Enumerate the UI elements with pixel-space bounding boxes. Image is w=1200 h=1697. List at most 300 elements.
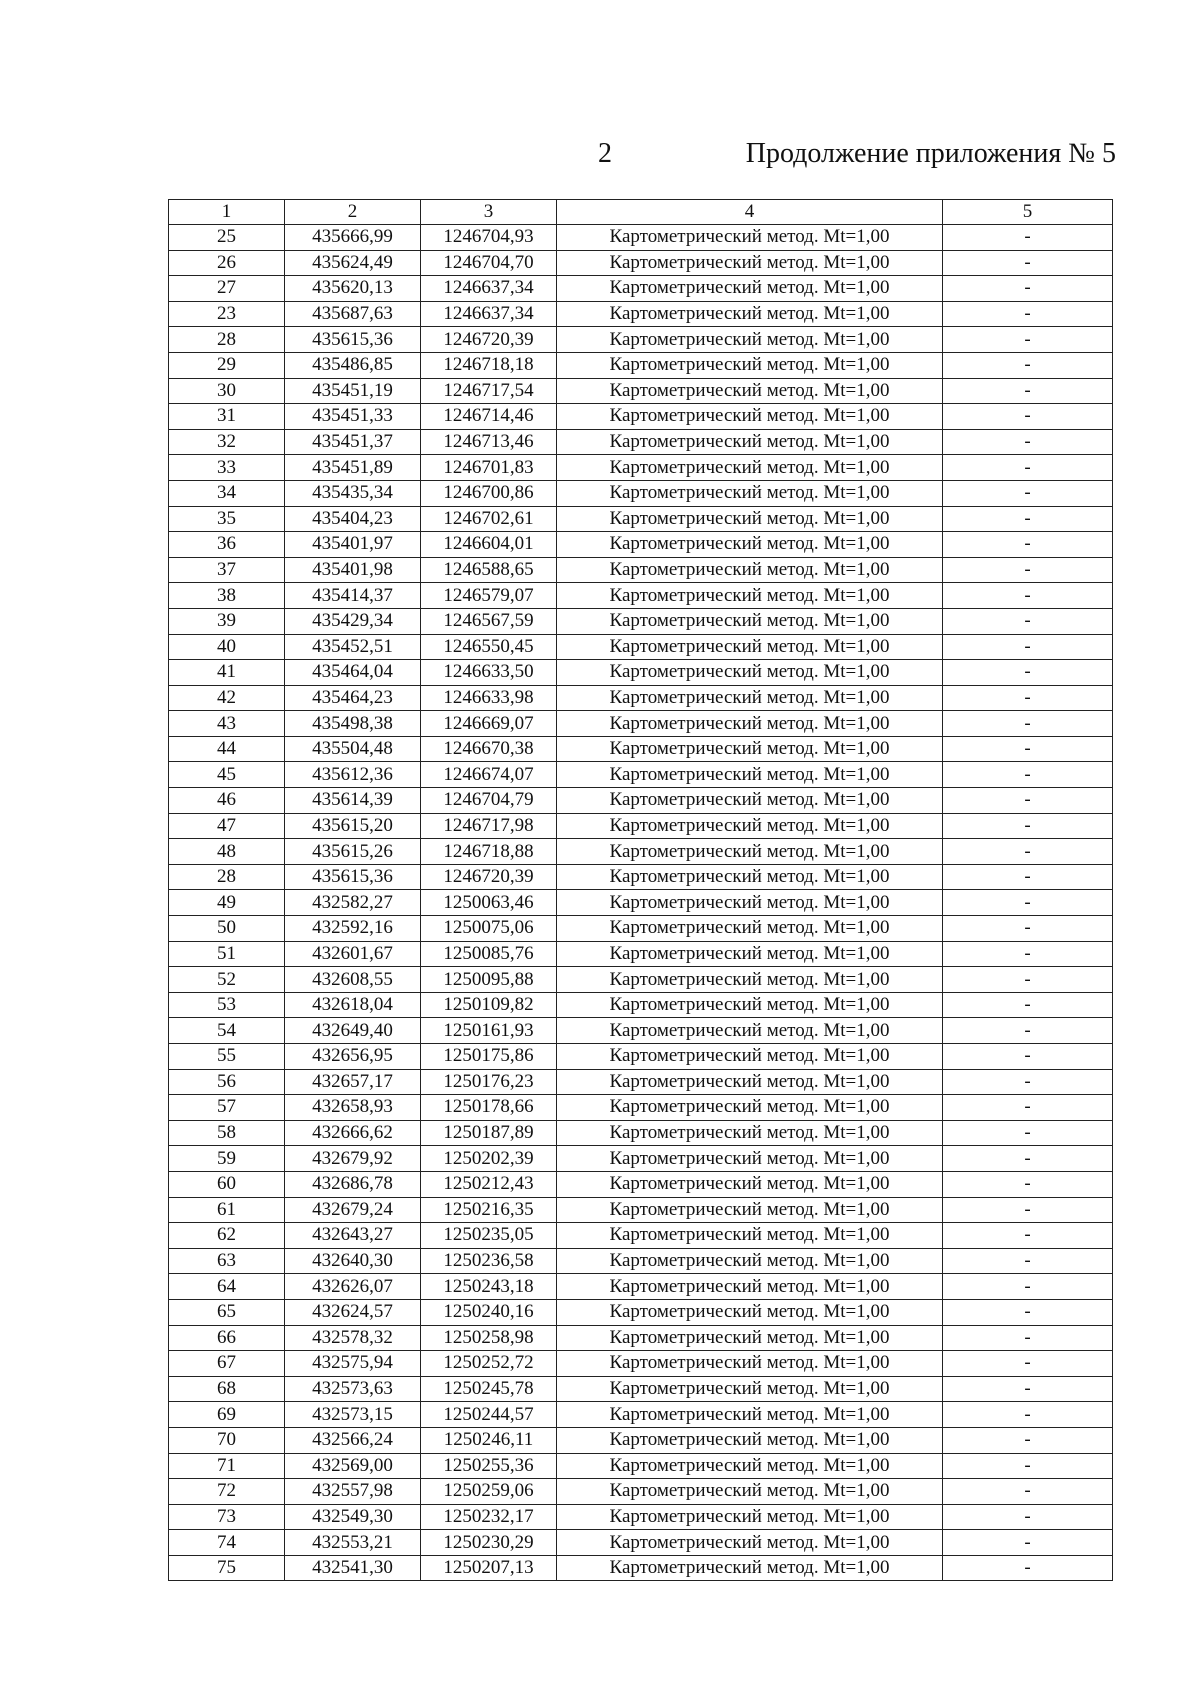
point-number-cell: 68 — [169, 1376, 285, 1402]
y-coordinate-cell: 1250161,93 — [421, 1018, 557, 1044]
y-coordinate-cell: 1246717,54 — [421, 378, 557, 404]
x-coordinate-cell: 432553,21 — [285, 1530, 421, 1556]
table-row — [169, 1018, 1113, 1044]
table-row — [169, 1504, 1113, 1530]
y-coordinate-cell: 1250212,43 — [421, 1171, 557, 1197]
table-row — [169, 992, 1113, 1018]
note-cell: - — [943, 301, 1113, 327]
x-coordinate-cell: 435615,36 — [285, 864, 421, 890]
y-coordinate-cell: 1250085,76 — [421, 941, 557, 967]
point-number-cell: 35 — [169, 506, 285, 532]
note-cell: - — [943, 1453, 1113, 1479]
x-coordinate-cell: 432592,16 — [285, 916, 421, 942]
table-row — [169, 480, 1113, 506]
x-coordinate-cell: 435498,38 — [285, 711, 421, 737]
method-cell: Картометрический метод. Mt=1,00 — [557, 1248, 943, 1274]
y-coordinate-cell: 1250207,13 — [421, 1555, 557, 1581]
point-number-cell: 67 — [169, 1351, 285, 1377]
y-coordinate-cell: 1250063,46 — [421, 890, 557, 916]
continuation-title: Продолжение приложения № 5 — [745, 138, 1116, 169]
point-number-cell: 47 — [169, 813, 285, 839]
method-cell: Картометрический метод. Mt=1,00 — [557, 1299, 943, 1325]
point-number-cell: 43 — [169, 711, 285, 737]
x-coordinate-cell: 432569,00 — [285, 1453, 421, 1479]
method-cell: Картометрический метод. Mt=1,00 — [557, 506, 943, 532]
table-row — [169, 967, 1113, 993]
method-cell: Картометрический метод. Mt=1,00 — [557, 1427, 943, 1453]
table-row — [169, 711, 1113, 737]
point-number-cell: 54 — [169, 1018, 285, 1044]
table-row — [169, 1095, 1113, 1121]
x-coordinate-cell: 435615,20 — [285, 813, 421, 839]
method-cell: Картометрический метод. Mt=1,00 — [557, 660, 943, 686]
y-coordinate-cell: 1246717,98 — [421, 813, 557, 839]
note-cell: - — [943, 1197, 1113, 1223]
x-coordinate-cell: 432649,40 — [285, 1018, 421, 1044]
note-cell: - — [943, 1223, 1113, 1249]
note-cell: - — [943, 1325, 1113, 1351]
table-row — [169, 557, 1113, 583]
method-cell: Картометрический метод. Mt=1,00 — [557, 916, 943, 942]
table-row — [169, 762, 1113, 788]
x-coordinate-cell: 435620,13 — [285, 276, 421, 302]
method-cell: Картометрический метод. Mt=1,00 — [557, 711, 943, 737]
y-coordinate-cell: 1250245,78 — [421, 1376, 557, 1402]
table-row — [169, 864, 1113, 890]
method-cell: Картометрический метод. Mt=1,00 — [557, 1095, 943, 1121]
table-body — [169, 225, 1113, 1581]
y-coordinate-cell: 1250178,66 — [421, 1095, 557, 1121]
table-row — [169, 250, 1113, 276]
point-number-cell: 39 — [169, 608, 285, 634]
y-coordinate-cell: 1246720,39 — [421, 864, 557, 890]
y-coordinate-cell: 1250187,89 — [421, 1120, 557, 1146]
x-coordinate-cell: 435414,37 — [285, 583, 421, 609]
y-coordinate-cell: 1250095,88 — [421, 967, 557, 993]
point-number-cell: 38 — [169, 583, 285, 609]
point-number-cell: 73 — [169, 1504, 285, 1530]
note-cell: - — [943, 1095, 1113, 1121]
x-coordinate-cell: 435615,26 — [285, 839, 421, 865]
method-cell: Картометрический метод. Mt=1,00 — [557, 608, 943, 634]
y-coordinate-cell: 1250176,23 — [421, 1069, 557, 1095]
x-coordinate-cell: 435429,34 — [285, 608, 421, 634]
table-row — [169, 608, 1113, 634]
table-row — [169, 532, 1113, 558]
x-coordinate-cell: 435612,36 — [285, 762, 421, 788]
y-coordinate-cell: 1250240,16 — [421, 1299, 557, 1325]
note-cell: - — [943, 1504, 1113, 1530]
x-coordinate-cell: 432656,95 — [285, 1044, 421, 1070]
table-row — [169, 1325, 1113, 1351]
point-number-cell: 48 — [169, 839, 285, 865]
note-cell: - — [943, 1555, 1113, 1581]
y-coordinate-cell: 1246604,01 — [421, 532, 557, 558]
table-row — [169, 225, 1113, 251]
note-cell: - — [943, 864, 1113, 890]
table-row — [169, 685, 1113, 711]
table-row — [169, 1069, 1113, 1095]
note-cell: - — [943, 455, 1113, 481]
point-number-cell: 32 — [169, 429, 285, 455]
point-number-cell: 34 — [169, 480, 285, 506]
y-coordinate-cell: 1246633,50 — [421, 660, 557, 686]
point-number-cell: 53 — [169, 992, 285, 1018]
method-cell: Картометрический метод. Mt=1,00 — [557, 378, 943, 404]
table-row — [169, 1044, 1113, 1070]
note-cell: - — [943, 685, 1113, 711]
note-cell: - — [943, 916, 1113, 942]
y-coordinate-cell: 1246704,93 — [421, 225, 557, 251]
table-row — [169, 327, 1113, 353]
method-cell: Картометрический метод. Mt=1,00 — [557, 1402, 943, 1428]
x-coordinate-cell: 432626,07 — [285, 1274, 421, 1300]
y-coordinate-cell: 1246669,07 — [421, 711, 557, 737]
table-row — [169, 1248, 1113, 1274]
note-cell: - — [943, 1146, 1113, 1172]
note-cell: - — [943, 352, 1113, 378]
x-coordinate-cell: 435615,36 — [285, 327, 421, 353]
column-header-4: 4 — [557, 200, 943, 225]
x-coordinate-cell: 432575,94 — [285, 1351, 421, 1377]
point-number-cell: 64 — [169, 1274, 285, 1300]
x-coordinate-cell: 435404,23 — [285, 506, 421, 532]
note-cell: - — [943, 941, 1113, 967]
table-row — [169, 736, 1113, 762]
note-cell: - — [943, 1427, 1113, 1453]
y-coordinate-cell: 1246637,34 — [421, 276, 557, 302]
method-cell: Картометрический метод. Mt=1,00 — [557, 327, 943, 353]
method-cell: Картометрический метод. Mt=1,00 — [557, 1223, 943, 1249]
method-cell: Картометрический метод. Mt=1,00 — [557, 1376, 943, 1402]
point-number-cell: 71 — [169, 1453, 285, 1479]
point-number-cell: 61 — [169, 1197, 285, 1223]
note-cell: - — [943, 506, 1113, 532]
method-cell: Картометрический метод. Mt=1,00 — [557, 1325, 943, 1351]
method-cell: Картометрический метод. Mt=1,00 — [557, 480, 943, 506]
note-cell: - — [943, 532, 1113, 558]
method-cell: Картометрический метод. Mt=1,00 — [557, 1530, 943, 1556]
point-number-cell: 50 — [169, 916, 285, 942]
point-number-cell: 25 — [169, 225, 285, 251]
y-coordinate-cell: 1246704,70 — [421, 250, 557, 276]
y-coordinate-cell: 1250235,05 — [421, 1223, 557, 1249]
y-coordinate-cell: 1246700,86 — [421, 480, 557, 506]
method-cell: Картометрический метод. Mt=1,00 — [557, 455, 943, 481]
method-cell: Картометрический метод. Mt=1,00 — [557, 1044, 943, 1070]
y-coordinate-cell: 1250232,17 — [421, 1504, 557, 1530]
table-row — [169, 378, 1113, 404]
y-coordinate-cell: 1246567,59 — [421, 608, 557, 634]
point-number-cell: 36 — [169, 532, 285, 558]
table-row — [169, 1427, 1113, 1453]
point-number-cell: 29 — [169, 352, 285, 378]
note-cell: - — [943, 890, 1113, 916]
column-header-5: 5 — [943, 200, 1113, 225]
point-number-cell: 69 — [169, 1402, 285, 1428]
x-coordinate-cell: 432573,63 — [285, 1376, 421, 1402]
note-cell: - — [943, 660, 1113, 686]
x-coordinate-cell: 432657,17 — [285, 1069, 421, 1095]
point-number-cell: 27 — [169, 276, 285, 302]
point-number-cell: 37 — [169, 557, 285, 583]
point-number-cell: 57 — [169, 1095, 285, 1121]
method-cell: Картометрический метод. Mt=1,00 — [557, 736, 943, 762]
y-coordinate-cell: 1250236,58 — [421, 1248, 557, 1274]
note-cell: - — [943, 967, 1113, 993]
note-cell: - — [943, 250, 1113, 276]
table-row — [169, 429, 1113, 455]
point-number-cell: 52 — [169, 967, 285, 993]
table-row — [169, 1453, 1113, 1479]
note-cell: - — [943, 762, 1113, 788]
method-cell: Картометрический метод. Mt=1,00 — [557, 1274, 943, 1300]
x-coordinate-cell: 432573,15 — [285, 1402, 421, 1428]
y-coordinate-cell: 1246670,38 — [421, 736, 557, 762]
table-row — [169, 1171, 1113, 1197]
point-number-cell: 63 — [169, 1248, 285, 1274]
point-number-cell: 65 — [169, 1299, 285, 1325]
y-coordinate-cell: 1246701,83 — [421, 455, 557, 481]
point-number-cell: 59 — [169, 1146, 285, 1172]
point-number-cell: 33 — [169, 455, 285, 481]
note-cell: - — [943, 1479, 1113, 1505]
y-coordinate-cell: 1250243,18 — [421, 1274, 557, 1300]
note-cell: - — [943, 839, 1113, 865]
table-row — [169, 1351, 1113, 1377]
column-header-1: 1 — [169, 200, 285, 225]
table-row — [169, 455, 1113, 481]
method-cell: Картометрический метод. Mt=1,00 — [557, 992, 943, 1018]
note-cell: - — [943, 1248, 1113, 1274]
method-cell: Картометрический метод. Mt=1,00 — [557, 1555, 943, 1581]
point-number-cell: 28 — [169, 864, 285, 890]
y-coordinate-cell: 1246674,07 — [421, 762, 557, 788]
point-number-cell: 66 — [169, 1325, 285, 1351]
note-cell: - — [943, 736, 1113, 762]
x-coordinate-cell: 432686,78 — [285, 1171, 421, 1197]
x-coordinate-cell: 435451,19 — [285, 378, 421, 404]
note-cell: - — [943, 1402, 1113, 1428]
column-header-3: 3 — [421, 200, 557, 225]
point-number-cell: 23 — [169, 301, 285, 327]
method-cell: Картометрический метод. Mt=1,00 — [557, 352, 943, 378]
note-cell: - — [943, 225, 1113, 251]
x-coordinate-cell: 435687,63 — [285, 301, 421, 327]
note-cell: - — [943, 1376, 1113, 1402]
table-row — [169, 1146, 1113, 1172]
method-cell: Картометрический метод. Mt=1,00 — [557, 557, 943, 583]
x-coordinate-cell: 432666,62 — [285, 1120, 421, 1146]
y-coordinate-cell: 1250259,06 — [421, 1479, 557, 1505]
table-row — [169, 941, 1113, 967]
y-coordinate-cell: 1250175,86 — [421, 1044, 557, 1070]
x-coordinate-cell: 435451,89 — [285, 455, 421, 481]
table-row — [169, 1530, 1113, 1556]
table-row — [169, 1479, 1113, 1505]
point-number-cell: 72 — [169, 1479, 285, 1505]
x-coordinate-cell: 432618,04 — [285, 992, 421, 1018]
table-row — [169, 276, 1113, 302]
x-coordinate-cell: 435452,51 — [285, 634, 421, 660]
y-coordinate-cell: 1246713,46 — [421, 429, 557, 455]
method-cell: Картометрический метод. Mt=1,00 — [557, 1018, 943, 1044]
method-cell: Картометрический метод. Mt=1,00 — [557, 634, 943, 660]
y-coordinate-cell: 1246714,46 — [421, 404, 557, 430]
method-cell: Картометрический метод. Mt=1,00 — [557, 429, 943, 455]
point-number-cell: 31 — [169, 404, 285, 430]
point-number-cell: 55 — [169, 1044, 285, 1070]
y-coordinate-cell: 1246588,65 — [421, 557, 557, 583]
x-coordinate-cell: 432578,32 — [285, 1325, 421, 1351]
note-cell: - — [943, 583, 1113, 609]
table-row — [169, 583, 1113, 609]
y-coordinate-cell: 1246550,45 — [421, 634, 557, 660]
note-cell: - — [943, 1044, 1113, 1070]
note-cell: - — [943, 992, 1113, 1018]
y-coordinate-cell: 1246579,07 — [421, 583, 557, 609]
y-coordinate-cell: 1250252,72 — [421, 1351, 557, 1377]
x-coordinate-cell: 435464,23 — [285, 685, 421, 711]
point-number-cell: 60 — [169, 1171, 285, 1197]
header-row — [169, 200, 1113, 225]
note-cell: - — [943, 557, 1113, 583]
point-number-cell: 58 — [169, 1120, 285, 1146]
method-cell: Картометрический метод. Mt=1,00 — [557, 301, 943, 327]
x-coordinate-cell: 435451,33 — [285, 404, 421, 430]
table-row — [169, 634, 1113, 660]
point-number-cell: 46 — [169, 788, 285, 814]
method-cell: Картометрический метод. Mt=1,00 — [557, 1351, 943, 1377]
method-cell: Картометрический метод. Mt=1,00 — [557, 1479, 943, 1505]
point-number-cell: 41 — [169, 660, 285, 686]
method-cell: Картометрический метод. Mt=1,00 — [557, 762, 943, 788]
point-number-cell: 75 — [169, 1555, 285, 1581]
y-coordinate-cell: 1250246,11 — [421, 1427, 557, 1453]
method-cell: Картометрический метод. Mt=1,00 — [557, 225, 943, 251]
note-cell: - — [943, 788, 1113, 814]
y-coordinate-cell: 1246718,88 — [421, 839, 557, 865]
note-cell: - — [943, 1120, 1113, 1146]
note-cell: - — [943, 378, 1113, 404]
x-coordinate-cell: 432608,55 — [285, 967, 421, 993]
x-coordinate-cell: 432658,93 — [285, 1095, 421, 1121]
table-header — [169, 200, 1113, 225]
table-row — [169, 1274, 1113, 1300]
method-cell: Картометрический метод. Mt=1,00 — [557, 788, 943, 814]
point-number-cell: 51 — [169, 941, 285, 967]
method-cell: Картометрический метод. Mt=1,00 — [557, 864, 943, 890]
table-row — [169, 404, 1113, 430]
table-row — [169, 1197, 1113, 1223]
method-cell: Картометрический метод. Mt=1,00 — [557, 1069, 943, 1095]
x-coordinate-cell: 435435,34 — [285, 480, 421, 506]
point-number-cell: 56 — [169, 1069, 285, 1095]
y-coordinate-cell: 1250258,98 — [421, 1325, 557, 1351]
point-number-cell: 45 — [169, 762, 285, 788]
method-cell: Картометрический метод. Mt=1,00 — [557, 1146, 943, 1172]
note-cell: - — [943, 711, 1113, 737]
page-number: 2 — [598, 138, 612, 169]
table-row — [169, 660, 1113, 686]
x-coordinate-cell: 435486,85 — [285, 352, 421, 378]
x-coordinate-cell: 432679,24 — [285, 1197, 421, 1223]
note-cell: - — [943, 608, 1113, 634]
point-number-cell: 44 — [169, 736, 285, 762]
note-cell: - — [943, 1069, 1113, 1095]
table-row — [169, 1555, 1113, 1581]
table-row — [169, 352, 1113, 378]
method-cell: Картометрический метод. Mt=1,00 — [557, 1120, 943, 1146]
note-cell: - — [943, 1018, 1113, 1044]
x-coordinate-cell: 435666,99 — [285, 225, 421, 251]
note-cell: - — [943, 1274, 1113, 1300]
method-cell: Картометрический метод. Mt=1,00 — [557, 583, 943, 609]
table-row — [169, 1376, 1113, 1402]
table-row — [169, 839, 1113, 865]
point-number-cell: 30 — [169, 378, 285, 404]
point-number-cell: 40 — [169, 634, 285, 660]
x-coordinate-cell: 432541,30 — [285, 1555, 421, 1581]
y-coordinate-cell: 1250230,29 — [421, 1530, 557, 1556]
method-cell: Картометрический метод. Mt=1,00 — [557, 1453, 943, 1479]
point-number-cell: 74 — [169, 1530, 285, 1556]
y-coordinate-cell: 1246718,18 — [421, 352, 557, 378]
y-coordinate-cell: 1246633,98 — [421, 685, 557, 711]
x-coordinate-cell: 432624,57 — [285, 1299, 421, 1325]
x-coordinate-cell: 432679,92 — [285, 1146, 421, 1172]
y-coordinate-cell: 1250216,35 — [421, 1197, 557, 1223]
x-coordinate-cell: 432640,30 — [285, 1248, 421, 1274]
table-row — [169, 506, 1113, 532]
y-coordinate-cell: 1246637,34 — [421, 301, 557, 327]
y-coordinate-cell: 1250244,57 — [421, 1402, 557, 1428]
table-row — [169, 301, 1113, 327]
x-coordinate-cell: 432557,98 — [285, 1479, 421, 1505]
point-number-cell: 28 — [169, 327, 285, 353]
column-header-2: 2 — [285, 200, 421, 225]
note-cell: - — [943, 429, 1113, 455]
x-coordinate-cell: 435504,48 — [285, 736, 421, 762]
method-cell: Картометрический метод. Mt=1,00 — [557, 685, 943, 711]
method-cell: Картометрический метод. Mt=1,00 — [557, 839, 943, 865]
x-coordinate-cell: 432643,27 — [285, 1223, 421, 1249]
method-cell: Картометрический метод. Mt=1,00 — [557, 890, 943, 916]
x-coordinate-cell: 435464,04 — [285, 660, 421, 686]
point-number-cell: 62 — [169, 1223, 285, 1249]
y-coordinate-cell: 1246704,79 — [421, 788, 557, 814]
method-cell: Картометрический метод. Mt=1,00 — [557, 967, 943, 993]
table-row — [169, 788, 1113, 814]
note-cell: - — [943, 1171, 1113, 1197]
method-cell: Картометрический метод. Mt=1,00 — [557, 1171, 943, 1197]
method-cell: Картометрический метод. Mt=1,00 — [557, 404, 943, 430]
y-coordinate-cell: 1250255,36 — [421, 1453, 557, 1479]
table-row — [169, 890, 1113, 916]
y-coordinate-cell: 1250109,82 — [421, 992, 557, 1018]
x-coordinate-cell: 432549,30 — [285, 1504, 421, 1530]
table-row — [169, 813, 1113, 839]
note-cell: - — [943, 813, 1113, 839]
note-cell: - — [943, 1299, 1113, 1325]
x-coordinate-cell: 435614,39 — [285, 788, 421, 814]
note-cell: - — [943, 634, 1113, 660]
method-cell: Картометрический метод. Mt=1,00 — [557, 1504, 943, 1530]
table-row — [169, 1120, 1113, 1146]
y-coordinate-cell: 1246720,39 — [421, 327, 557, 353]
note-cell: - — [943, 480, 1113, 506]
x-coordinate-cell: 435401,98 — [285, 557, 421, 583]
